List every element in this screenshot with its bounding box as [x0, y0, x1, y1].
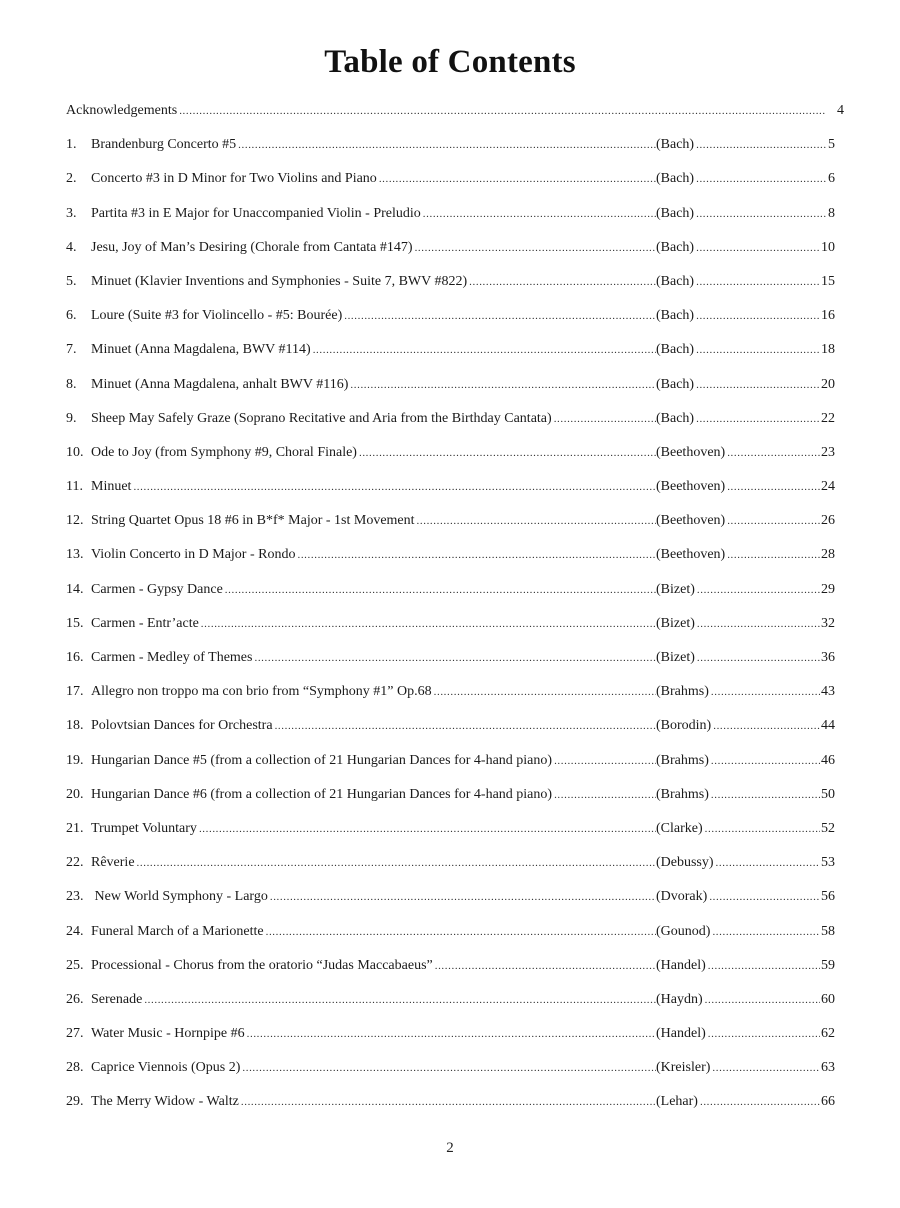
toc-entry-page: 62 — [821, 1026, 835, 1042]
dot-leader — [697, 641, 820, 675]
toc-entry-composer: (Brahms) — [656, 752, 709, 768]
toc-entry-number: 28. — [66, 1060, 84, 1076]
toc-entry-title: Brandenburg Concerto #5 — [91, 128, 236, 162]
toc-entry-page: 44 — [821, 718, 835, 734]
dot-leader — [696, 162, 827, 196]
toc-entry-title: Trumpet Voluntary — [91, 812, 197, 846]
toc-entry-page: 28 — [821, 547, 835, 563]
toc-entry-composer: (Dvorak) — [656, 889, 708, 905]
toc-entry-title: Jesu, Joy of Man’s Desiring (Chorale from Cantata #147) — [91, 231, 413, 265]
toc-entry-composer: (Bach) — [656, 273, 695, 289]
toc-entry-composer: (Bach) — [656, 308, 695, 324]
toc-row[interactable] — [66, 265, 835, 299]
dot-leader — [241, 1085, 656, 1119]
toc-entry-composer: (Handel) — [656, 957, 706, 973]
toc-row[interactable] — [66, 1085, 835, 1119]
dot-leader — [727, 470, 820, 504]
toc-entry-page: 59 — [821, 957, 835, 973]
toc-entry-title: Ode to Joy (from Symphony #9, Choral Finale) — [91, 436, 357, 470]
dot-leader — [179, 94, 826, 128]
toc-entry-title: Partita #3 in E Major for Unaccompanied Violin - Preludio — [91, 197, 421, 231]
toc-row[interactable] — [66, 504, 835, 538]
toc-entry-page: 56 — [821, 889, 835, 905]
toc-entry-composer: (Beethoven) — [656, 444, 726, 460]
toc-entry-number: 9. — [66, 410, 77, 426]
toc-entry-number: 24. — [66, 923, 84, 939]
toc-row[interactable] — [66, 1051, 835, 1085]
toc-entry-composer: (Gounod) — [656, 923, 711, 939]
dot-leader — [275, 709, 656, 743]
dot-leader — [254, 641, 656, 675]
toc-entry-page: 43 — [821, 684, 835, 700]
toc-row[interactable] — [66, 675, 835, 709]
toc-entry-number: 4. — [66, 239, 77, 255]
toc-entry-title: Processional - Chorus from the oratorio “Judas Maccabaeus” — [91, 949, 433, 983]
toc-entry-composer: (Handel) — [656, 1026, 706, 1042]
dot-leader — [313, 333, 656, 367]
toc-entry-number: 27. — [66, 1026, 84, 1042]
toc-row[interactable] — [66, 538, 835, 572]
dot-leader — [727, 538, 820, 572]
toc-row[interactable] — [66, 880, 835, 914]
toc-entry-title: Minuet — [91, 470, 131, 504]
toc-entry-number: 22. — [66, 855, 84, 871]
toc-entry-page: 58 — [821, 923, 835, 939]
toc-entry-composer: (Brahms) — [656, 786, 709, 802]
toc-row[interactable] — [66, 128, 835, 162]
toc-row[interactable] — [66, 778, 835, 812]
dot-leader — [696, 128, 827, 162]
toc-entry-number: 1. — [66, 137, 77, 153]
toc-entry-number: 11. — [66, 479, 83, 495]
toc-entry-composer: (Haydn) — [656, 991, 703, 1007]
toc-entry-number: 15. — [66, 615, 84, 631]
toc-entry-page: 32 — [821, 615, 835, 631]
toc-entry-title: Allegro non troppo ma con brio from “Symphony #1” Op.68 — [91, 675, 432, 709]
toc-entry-page: 60 — [821, 991, 835, 1007]
toc-row[interactable] — [66, 368, 835, 402]
toc-entry-title: Hungarian Dance #6 (from a collection of 21 Hungarian Dances for 4-hand piano) — [91, 778, 552, 812]
dot-leader — [696, 265, 820, 299]
toc-entry-number: 17. — [66, 684, 84, 700]
toc-entry-title: Minuet (Klavier Inventions and Symphonies - Suite 7, BWV #822) — [91, 265, 467, 299]
toc-entry-title: New World Symphony - Largo — [91, 880, 268, 914]
dot-leader — [133, 470, 656, 504]
toc-row[interactable] — [66, 573, 835, 607]
dot-leader — [554, 778, 656, 812]
toc-row[interactable] — [66, 641, 835, 675]
toc-entry-page: 8 — [828, 205, 835, 221]
dot-leader — [199, 812, 656, 846]
dot-leader — [696, 368, 820, 402]
toc-row[interactable] — [66, 983, 835, 1017]
toc-entry-composer: (Bach) — [656, 137, 695, 153]
toc-entry-page: 52 — [821, 820, 835, 836]
toc-entry-title: Carmen - Medley of Themes — [91, 641, 252, 675]
toc-row[interactable] — [66, 333, 835, 367]
toc-row[interactable] — [66, 812, 835, 846]
toc-entry-composer: (Bach) — [656, 171, 695, 187]
toc-entry-number: 16. — [66, 650, 84, 665]
toc-entry-page: 16 — [821, 308, 835, 324]
dot-leader — [713, 709, 820, 743]
toc-entry-composer: (Beethoven) — [656, 547, 726, 563]
toc-entry-number: 5. — [66, 273, 77, 289]
dot-leader — [350, 368, 656, 402]
toc-entry-title: Rêverie — [91, 846, 135, 880]
toc-entry-composer: (Clarke) — [656, 820, 703, 836]
toc-entry-number: 12. — [66, 513, 84, 529]
toc-entry-page: 20 — [821, 376, 835, 392]
dot-leader — [247, 1017, 656, 1051]
dot-leader — [359, 436, 656, 470]
dot-leader — [700, 1085, 820, 1119]
dot-leader — [696, 402, 820, 436]
toc-entry-title: Violin Concerto in D Major - Rondo — [91, 538, 295, 572]
toc-entry-title: Hungarian Dance #5 (from a collection of 21 Hungarian Dances for 4-hand piano) — [91, 744, 552, 778]
toc-entry-number: 8. — [66, 376, 77, 392]
toc-entry-number: 13. — [66, 547, 84, 563]
toc-entry-page: 4 — [837, 103, 844, 118]
toc-entry-number: 23. — [66, 889, 84, 905]
dot-leader — [712, 915, 820, 949]
toc-row[interactable] — [66, 744, 835, 778]
dot-leader — [417, 504, 656, 538]
toc-entry-number: 7. — [66, 342, 77, 358]
toc-entry-title: Minuet (Anna Magdalena, anhalt BWV #116) — [91, 368, 348, 402]
toc-entry-title: Loure (Suite #3 for Violincello - #5: Bourée) — [91, 299, 342, 333]
dot-leader — [705, 983, 820, 1017]
toc-row[interactable] — [66, 402, 835, 436]
dot-leader — [716, 846, 820, 880]
dot-leader — [137, 846, 656, 880]
toc-entry-number: 29. — [66, 1094, 84, 1110]
toc-entry-page: 53 — [821, 855, 835, 871]
toc-entry-composer: (Kreisler) — [656, 1060, 711, 1076]
toc-row[interactable] — [66, 197, 835, 231]
toc-entry-page: 66 — [821, 1094, 835, 1110]
dot-leader — [727, 436, 820, 470]
dot-leader — [711, 744, 820, 778]
toc-entry-title: String Quartet Opus 18 #6 in B*f* Major - 1st Movement — [91, 504, 415, 538]
toc-entry-number: 3. — [66, 205, 77, 221]
toc-row[interactable] — [66, 709, 835, 743]
dot-leader — [225, 573, 656, 607]
toc-row[interactable] — [66, 299, 835, 333]
dot-leader — [696, 197, 827, 231]
toc-entry-title: Water Music - Hornpipe #6 — [91, 1017, 245, 1051]
toc-entry-number: 6. — [66, 308, 77, 324]
toc-entry-number: 20. — [66, 786, 84, 802]
toc-entry-title: Serenade — [91, 983, 142, 1017]
dot-leader — [696, 231, 820, 265]
toc-entry-composer: (Debussy) — [656, 855, 714, 871]
page-number: 2 — [446, 1140, 454, 1156]
toc-entry-title: Funeral March of a Marionette — [91, 915, 264, 949]
toc-entry-composer: (Brahms) — [656, 684, 709, 700]
dot-leader — [242, 1051, 656, 1085]
toc-row[interactable] — [66, 607, 835, 641]
toc-entry-title: The Merry Widow - Waltz — [91, 1085, 239, 1119]
dot-leader — [238, 128, 656, 162]
toc-entry-composer: (Bach) — [656, 342, 695, 358]
toc-entry-number: 14. — [66, 581, 84, 597]
toc-row[interactable] — [66, 231, 835, 265]
toc-entry-composer: (Bach) — [656, 239, 695, 255]
toc-entry-composer: (Bach) — [656, 410, 695, 426]
toc-entry-page: 6 — [828, 171, 835, 187]
toc-entry-title: Acknowledgements — [66, 94, 177, 128]
toc-entry-page: 5 — [828, 137, 835, 153]
toc-row[interactable] — [66, 949, 835, 983]
dot-leader — [711, 675, 820, 709]
dot-leader — [297, 538, 656, 572]
dot-leader — [705, 812, 820, 846]
toc-entry-page: 23 — [821, 444, 835, 460]
toc-entry-composer: (Borodin) — [656, 718, 712, 734]
toc-entry-composer: (Bizet) — [656, 615, 695, 631]
toc-entry-title: Carmen - Entr’acte — [91, 607, 199, 641]
toc-entry-title: Sheep May Safely Graze (Soprano Recitative and Aria from the Birthday Cantata) — [91, 402, 552, 436]
toc-entry-page: 24 — [821, 479, 835, 495]
dot-leader — [696, 333, 820, 367]
toc-entry-number: 19. — [66, 752, 84, 768]
toc-entry-page: 18 — [821, 342, 835, 358]
toc-entry-composer: (Beethoven) — [656, 513, 726, 529]
dot-leader — [423, 197, 656, 231]
toc-entry-page: 63 — [821, 1060, 835, 1076]
toc-entry-composer: (Lehar) — [656, 1094, 698, 1110]
dot-leader — [144, 983, 656, 1017]
toc-entry-composer: (Bach) — [656, 205, 695, 221]
dot-leader — [270, 880, 656, 914]
dot-leader — [697, 607, 820, 641]
table-of-contents — [66, 94, 844, 1120]
dot-leader — [434, 675, 656, 709]
dot-leader — [415, 231, 656, 265]
dot-leader — [554, 744, 656, 778]
toc-entry-title: Polovtsian Dances for Orchestra — [91, 709, 273, 743]
toc-entry-title: Minuet (Anna Magdalena, BWV #114) — [91, 333, 311, 367]
toc-entry-number: 26. — [66, 991, 84, 1007]
toc-row[interactable] — [66, 846, 835, 880]
toc-entry-composer: (Beethoven) — [656, 479, 726, 495]
toc-entry-number: 18. — [66, 718, 84, 734]
toc-entry-page: 29 — [821, 581, 835, 597]
toc-row[interactable] — [66, 470, 835, 504]
toc-entry-composer: (Bizet) — [656, 650, 695, 665]
dot-leader — [469, 265, 656, 299]
toc-entry-composer: (Bach) — [656, 376, 695, 392]
toc-entry-page: 10 — [821, 239, 835, 255]
toc-entry-number: 10. — [66, 444, 84, 460]
dot-leader — [727, 504, 820, 538]
dot-leader — [708, 1017, 820, 1051]
toc-row-acknowledgements[interactable] — [66, 94, 844, 128]
dot-leader — [709, 880, 820, 914]
dot-leader — [712, 1051, 820, 1085]
dot-leader — [697, 573, 820, 607]
dot-leader — [379, 162, 656, 196]
toc-row[interactable] — [66, 1017, 835, 1051]
toc-entry-number: 25. — [66, 957, 84, 973]
dot-leader — [708, 949, 820, 983]
dot-leader — [711, 778, 820, 812]
toc-entry-page: 15 — [821, 273, 835, 289]
dot-leader — [435, 949, 656, 983]
toc-entry-number: 2. — [66, 171, 77, 187]
toc-entry-title: Caprice Viennois (Opus 2) — [91, 1051, 240, 1085]
dot-leader — [554, 402, 656, 436]
toc-row[interactable] — [66, 162, 835, 196]
dot-leader — [266, 915, 656, 949]
toc-entry-title: Carmen - Gypsy Dance — [91, 573, 223, 607]
toc-entry-composer: (Bizet) — [656, 581, 695, 597]
toc-row[interactable] — [66, 436, 835, 470]
page-title: Table of Contents — [324, 44, 576, 80]
dot-leader — [696, 299, 820, 333]
toc-entry-page: 22 — [821, 410, 835, 426]
toc-entry-page: 46 — [821, 752, 835, 768]
toc-entry-page: 36 — [821, 650, 835, 665]
dot-leader — [201, 607, 656, 641]
toc-entry-number: 21. — [66, 820, 84, 836]
toc-entry-page: 26 — [821, 513, 835, 529]
toc-row[interactable] — [66, 915, 835, 949]
toc-entry-page: 50 — [821, 786, 835, 802]
dot-leader — [344, 299, 656, 333]
toc-entry-title: Concerto #3 in D Minor for Two Violins and Piano — [91, 162, 377, 196]
